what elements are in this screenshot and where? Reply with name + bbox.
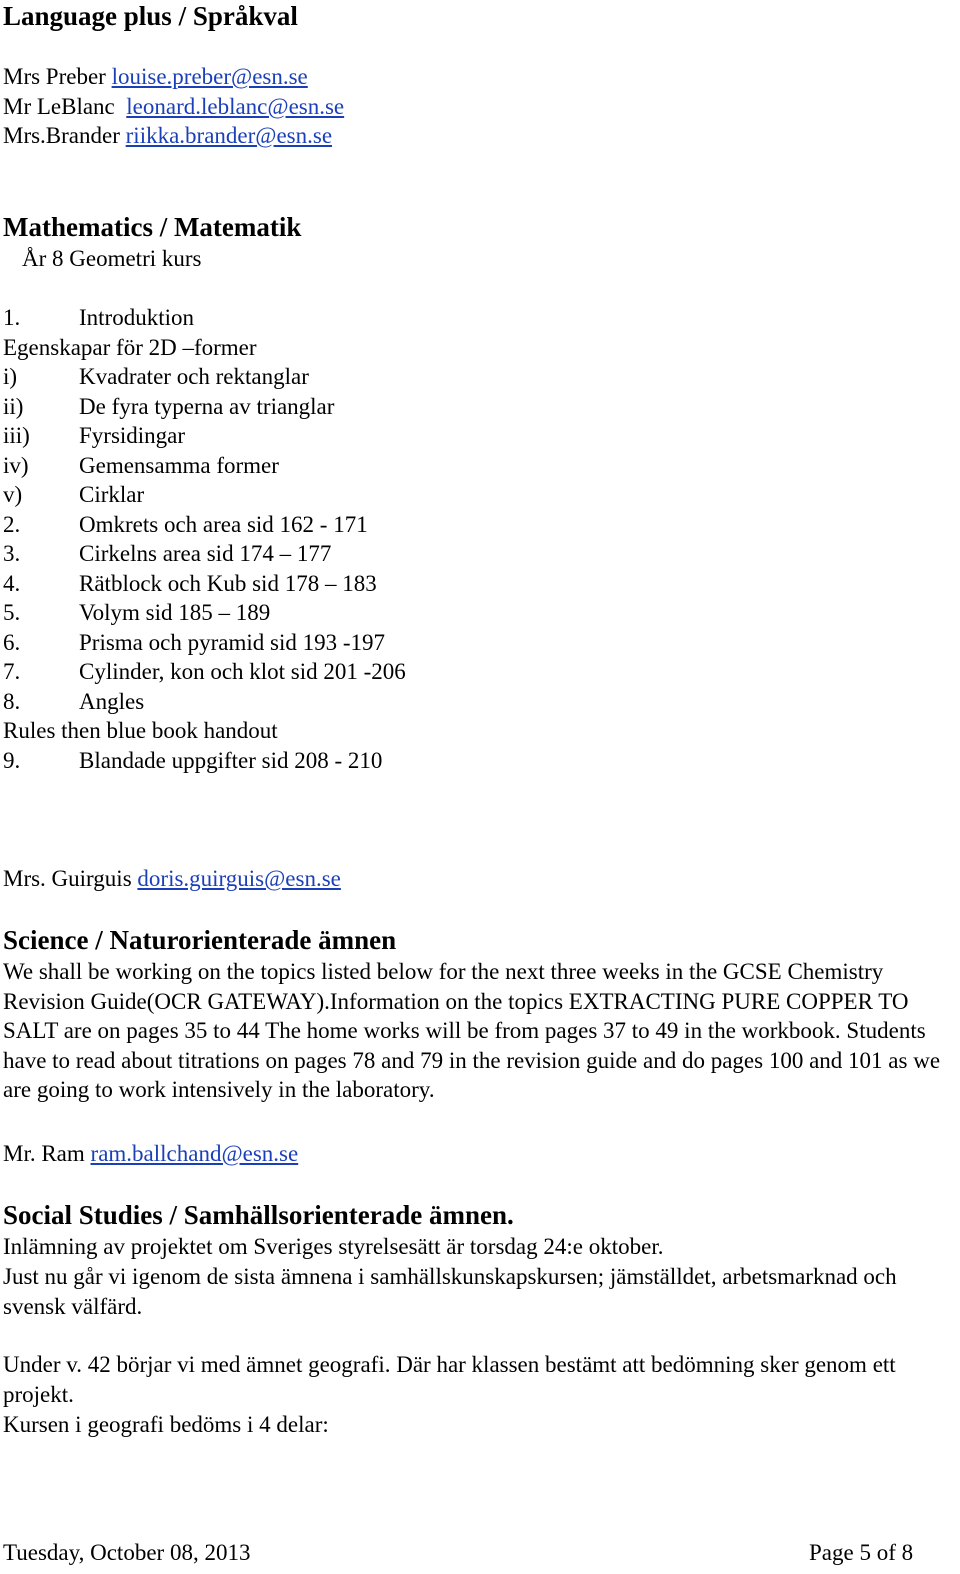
item-number: iv) xyxy=(3,453,29,478)
math-heading: Mathematics / Matematik xyxy=(3,212,302,242)
teacher-email-link[interactable]: leonard.leblanc@esn.se xyxy=(126,94,345,119)
list-item xyxy=(3,569,377,599)
item-number: 2. xyxy=(3,512,21,537)
list-item xyxy=(3,746,382,776)
social-line-3: Under v. 42 börjar vi med ämnet geografi. Där har klassen bestämt att bedömning sker genom ett projekt. xyxy=(3,1352,896,1407)
science-body: We shall be working on the topics listed below for the next three weeks in the GCSE Chemistry Revision Guide(OCR GATEWAY).Information on the topics EXTRACTING PURE COPPER TO SALT are on pages 35 to 44 The home works will be from pages 37 to 49 in the workbook. Students have to read about titrations on pages 78 and 79 in the revision guide and do pages 100 and 101 as we are going to work intensively in the laboratory. xyxy=(3,959,941,1103)
item-number: iii) xyxy=(3,423,30,448)
teacher-name: Mr LeBlanc xyxy=(3,94,115,119)
list-item xyxy=(3,303,194,333)
item-text: Cirklar xyxy=(79,482,145,507)
list-item xyxy=(3,362,309,392)
language-teacher-1 xyxy=(3,62,308,92)
item-text: Omkrets och area sid 162 - 171 xyxy=(79,512,368,537)
social-line-1: Inlämning av projektet om Sveriges styrelsesätt är torsdag 24:e oktober. xyxy=(3,1234,664,1259)
social-heading: Social Studies / Samhällsorienterade ämnen. xyxy=(3,1200,514,1230)
list-item xyxy=(3,480,144,510)
item-number: 9. xyxy=(3,748,21,773)
teacher-name: Mrs Preber xyxy=(3,64,106,89)
item-number: 1. xyxy=(3,305,21,330)
list-item xyxy=(3,333,257,363)
item-number: 8. xyxy=(3,689,21,714)
list-item xyxy=(3,687,144,717)
science-teacher xyxy=(3,1139,298,1169)
item-number: 7. xyxy=(3,659,21,684)
item-number: ii) xyxy=(3,394,24,419)
language-teacher-2 xyxy=(3,92,344,122)
list-item xyxy=(3,451,279,481)
item-text: Rules then blue book handout xyxy=(3,718,278,743)
item-number: 6. xyxy=(3,630,21,655)
science-heading: Science / Naturorienterade ämnen xyxy=(3,925,397,955)
item-text: De fyra typerna av trianglar xyxy=(79,394,335,419)
teacher-name: Mrs.Brander xyxy=(3,123,120,148)
teacher-email-link[interactable]: riikka.brander@esn.se xyxy=(125,123,333,148)
item-number: 5. xyxy=(3,600,21,625)
footer-date: Tuesday, October 08, 2013 xyxy=(3,1540,251,1565)
item-text: Gemensamma former xyxy=(79,453,279,478)
item-number: v) xyxy=(3,482,23,507)
social-line-4: Kursen i geografi bedöms i 4 delar: xyxy=(3,1412,329,1437)
language-teacher-3 xyxy=(3,121,332,151)
list-item xyxy=(3,510,368,540)
list-item xyxy=(3,657,406,687)
list-item xyxy=(3,716,278,746)
item-text: Introduktion xyxy=(79,305,194,330)
item-text: Fyrsidingar xyxy=(79,423,186,448)
list-item xyxy=(3,392,334,422)
item-text: Cylinder, kon och klot sid 201 -206 xyxy=(79,659,406,684)
item-text: Cirkelns area sid 174 – 177 xyxy=(79,541,332,566)
list-item xyxy=(3,598,270,628)
list-item xyxy=(3,628,385,658)
list-item xyxy=(3,421,185,451)
item-text: Angles xyxy=(79,689,145,714)
item-number: 4. xyxy=(3,571,21,596)
item-text: Prisma och pyramid sid 193 -197 xyxy=(79,630,385,655)
item-text: Blandade uppgifter sid 208 - 210 xyxy=(79,748,383,773)
item-text: Rätblock och Kub sid 178 – 183 xyxy=(79,571,377,596)
list-item xyxy=(3,539,331,569)
math-teacher xyxy=(3,864,341,894)
teacher-name: Mrs. Guirguis xyxy=(3,866,132,891)
teacher-email-link[interactable]: louise.preber@esn.se xyxy=(111,64,308,89)
item-number: 3. xyxy=(3,541,21,566)
teacher-name: Mr. Ram xyxy=(3,1141,85,1166)
item-text: Kvadrater och rektanglar xyxy=(79,364,309,389)
item-text: Volym sid 185 – 189 xyxy=(79,600,271,625)
teacher-email-link[interactable]: ram.ballchand@esn.se xyxy=(90,1141,299,1166)
teacher-email-link[interactable]: doris.guirguis@esn.se xyxy=(137,866,341,891)
item-number: i) xyxy=(3,364,18,389)
social-line-2: Just nu går vi igenom de sista ämnena i samhällskunskapskursen; jämställdet, arbetsmarknad och svensk välfärd. xyxy=(3,1264,897,1319)
math-subheading: År 8 Geometri kurs xyxy=(22,246,202,271)
item-text: Egenskapar för 2D –former xyxy=(3,335,257,360)
language-heading: Language plus / Språkval xyxy=(3,1,298,31)
footer-page-number: Page 5 of 8 xyxy=(809,1540,914,1565)
